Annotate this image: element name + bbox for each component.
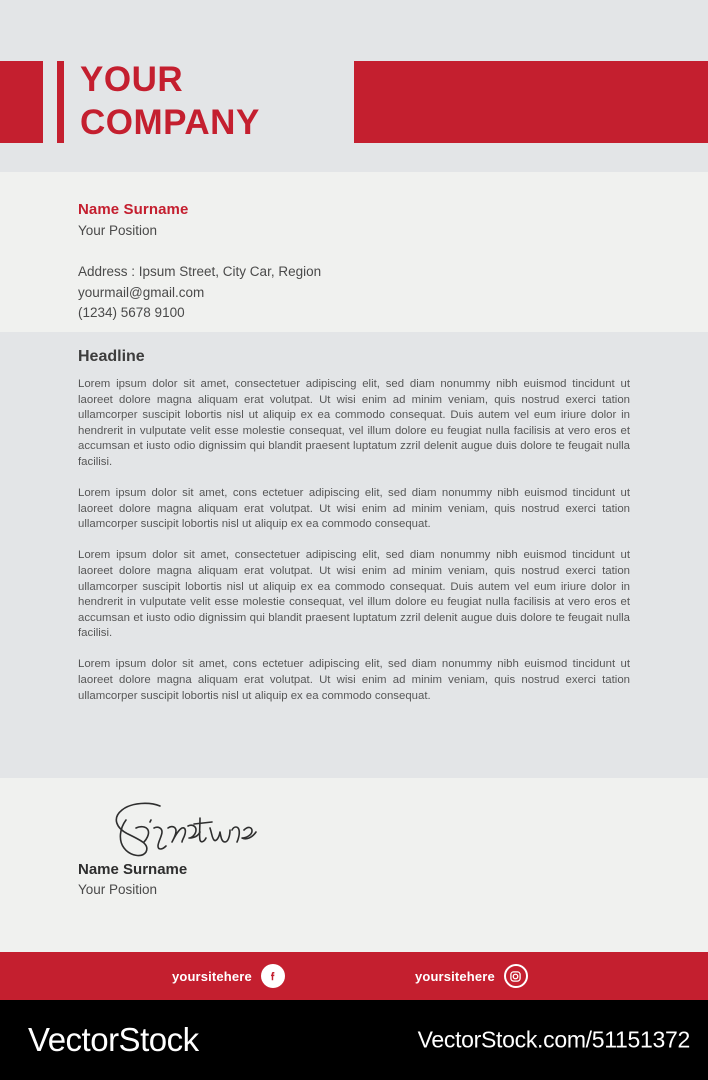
letter-headline: Headline [78,348,145,365]
signature-script-icon [78,800,418,862]
header-vertical-rule [57,61,64,143]
letter-paragraph: Lorem ipsum dolor sit amet, consectetuer adipiscing elit, sed diam nonummy nibh euismod tincidunt ut laoreet dolore magna aliquam erat volutpat. Ut wisi enim ad minim veniam, quis nostrud exerci tation ullamcorper suscipit lobortis nisl ut aliquip ex ea commodo consequat. Duis autem vel eum iriure dolor in hendrerit in vulputate velit esse molestie consequat, vel illum dolore eu feugiat nulla facilisis at vero eros et accumsan et iusto odio dignissim qui blandit praesent luptatum zzril delenit augue duis dolore te feugait nulla facilisi. [78,378,630,468]
company-logo-text [80,58,260,144]
social-label: yoursitehere [172,968,252,984]
letter-paragraph: Lorem ipsum dolor sit amet, consectetuer adipiscing elit, sed diam nonummy nibh euismod tincidunt ut laoreet dolore magna aliquam erat volutpat. Ut wisi enim ad minim veniam, quis nostrud exerci tation ullamcorper suscipit lobortis nisl ut aliquip ex ea commodo consequat. Duis autem vel eum iriure dolor in hendrerit in vulputate velit esse molestie consequat, vel illum dolore eu feugiat nulla facilisis at vero eros et accumsan et iusto odio dignissim qui blandit praesent luptatum zzril delenit augue duis dolore te feugait nulla facilisi. [78,549,630,640]
company-name-line-2: COMPANY [80,103,260,142]
band-top [0,0,708,61]
signature-name: Name Surname [78,861,188,878]
company-name-line-1: YOUR [80,60,184,99]
watermark-url: VectorStock.com/51151372 [417,1026,690,1053]
contact-address: Address : Ipsum Street, City Car, Region [78,264,322,279]
social-label: yoursitehere [415,968,495,984]
watermark-bar [0,1000,708,1080]
contact-phone: (1234) 5678 9100 [78,305,185,320]
facebook-icon[interactable] [261,964,285,988]
letterhead-footer [0,952,708,1000]
header-red-banner [354,61,708,143]
letter-paragraph: Lorem ipsum dolor sit amet, cons ectetuer adipiscing elit, sed diam nonummy nibh euismod tincidunt ut laoreet dolore magna aliquam erat volutpat. Ut wisi enim ad minim veniam, quis nostrud exerci tation ullamcorper suscipit lobortis nisl ut aliquip ex ea commodo consequat. [78,487,630,531]
social-link-facebook[interactable] [172,964,285,988]
instagram-icon[interactable] [504,964,528,988]
band-header-gap [0,143,708,172]
contact-name: Name Surname [78,201,189,218]
contact-details [78,262,578,324]
social-link-instagram[interactable] [415,964,528,988]
header-red-block [0,61,43,143]
letter-body [78,346,630,704]
contact-block [78,200,578,324]
letterhead-header [0,61,708,143]
letter-paragraph: Lorem ipsum dolor sit amet, cons ectetuer adipiscing elit, sed diam nonummy nibh euismod tincidunt ut laoreet dolore magna aliquam erat volutpat. Ut wisi enim ad minim veniam, quis nostrud exerci tation ullamcorper suscipit lobortis nisl ut aliquip ex ea commodo consequat. [78,658,630,702]
signature-block [78,800,418,900]
contact-email: yourmail@gmail.com [78,284,205,300]
contact-position: Your Position [78,223,158,238]
watermark-logo: VectorStock [28,1021,199,1058]
signature-position: Your Position [78,882,158,897]
